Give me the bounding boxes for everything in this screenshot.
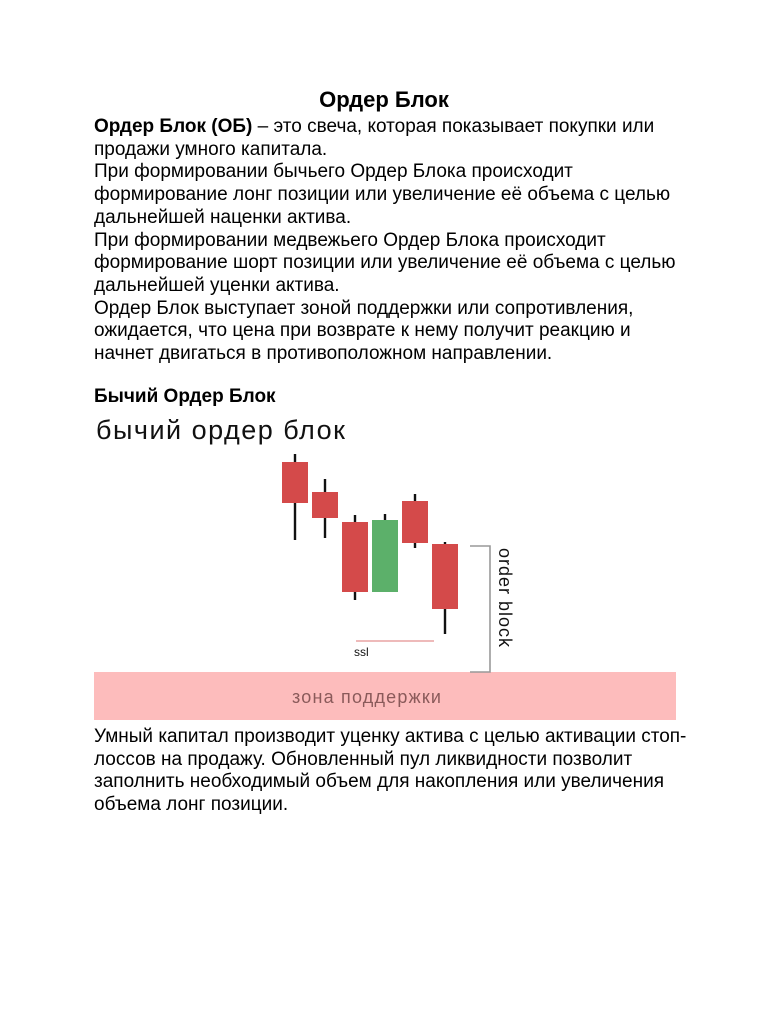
candle-body-5-bearish <box>402 501 428 543</box>
intro-text <box>94 116 694 366</box>
order-block-diagram <box>94 412 676 722</box>
term-order-block: Ордер Блок (ОБ) <box>94 116 253 137</box>
support-zone-label: зона поддержки <box>292 687 443 707</box>
zone-paragraph: Ордер Блок выступает зоной поддержки или сопротивления, ожидается, что цена при возврате к нему получит реакцию и начнет двигаться в противоположном направлении. <box>94 297 634 365</box>
page-title: Ордер Блок <box>319 87 449 112</box>
bullish-formation-paragraph: При формировании бычьего Ордер Блока происходит формирование лонг позиции или увеличение её объема с целью дальнейшей наценки актива. <box>94 161 671 228</box>
outro-paragraph: Умный капитал производит уценку актива с целью активации стоп-лоссов на продажу. Обновленный пул ликвидности позволит заполнить необходимый объем для накопления или увеличения объема лонг позиции. <box>94 726 687 816</box>
bearish-formation-paragraph: При формировании медвежьего Ордер Блока происходит формирование шорт позиции или увеличение её объема с целью дальнейшей уценки актива. <box>94 229 676 296</box>
candle-body-6-bearish <box>432 544 458 609</box>
candle-body-4-bullish <box>372 520 398 592</box>
candle-body-3-bearish <box>342 522 368 592</box>
ssl-label: ssl <box>354 645 369 659</box>
candle-body-2-bearish <box>312 492 338 518</box>
figure-caption: бычий ордер блок <box>96 415 347 445</box>
candle-body-1-bearish <box>282 462 308 503</box>
definition-text: – это свеча, которая показывает покупки или продажи умного капитала. <box>94 116 655 160</box>
section-heading-bullish-ob: Бычий Ордер Блок <box>94 386 276 407</box>
bullish-order-block-figure <box>94 412 676 722</box>
order-block-label: order block <box>495 548 515 649</box>
definition-paragraph <box>94 116 694 161</box>
